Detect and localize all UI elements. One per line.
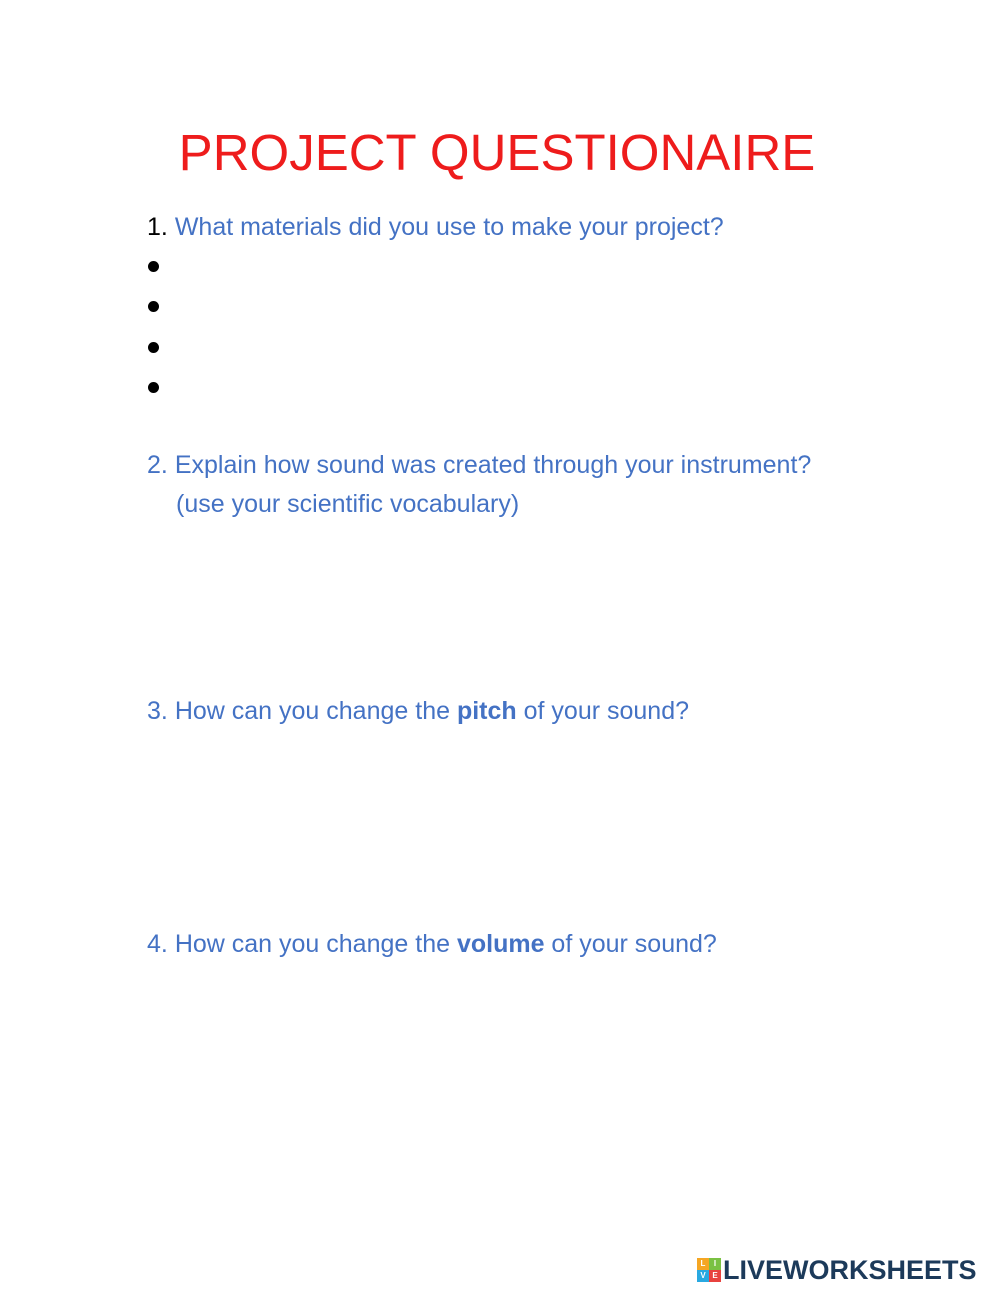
question-1-text: What materials did you use to make your project? (174, 213, 724, 241)
question-4-keyword: volume (456, 930, 545, 958)
question-2-subtext: (use your scientific vocabulary) (176, 490, 520, 518)
question-1 (147, 212, 724, 242)
question-3 (147, 696, 689, 726)
question-2-text: Explain how sound was created through your instrument? (174, 451, 812, 479)
bullet-point-1 (148, 261, 159, 272)
question-3-text-before: How can you change the (174, 697, 457, 725)
logo-tile-v: V (697, 1270, 709, 1282)
logo-mark-icon (697, 1258, 721, 1282)
logo-text: LIVEWORKSHEETS (723, 1255, 977, 1285)
liveworksheets-logo (697, 1256, 977, 1284)
question-3-number: 3. (147, 697, 168, 725)
question-2-number: 2. (147, 451, 168, 479)
question-3-text-after: of your sound? (516, 697, 690, 725)
question-4-number: 4. (147, 930, 168, 958)
question-4 (147, 929, 717, 959)
question-2 (147, 450, 811, 480)
bullet-point-4 (148, 382, 159, 393)
bullet-point-3 (148, 342, 159, 353)
question-1-number: 1. (147, 213, 168, 241)
question-4-text-before: How can you change the (174, 930, 457, 958)
logo-tile-e: E (709, 1270, 721, 1282)
question-3-keyword: pitch (456, 697, 517, 725)
question-4-text-after: of your sound? (544, 930, 717, 958)
bullet-point-2 (148, 301, 159, 312)
page-title: PROJECT QUESTIONAIRE (178, 124, 816, 181)
logo-tile-i: I (709, 1258, 721, 1270)
logo-tile-l: L (697, 1258, 709, 1270)
